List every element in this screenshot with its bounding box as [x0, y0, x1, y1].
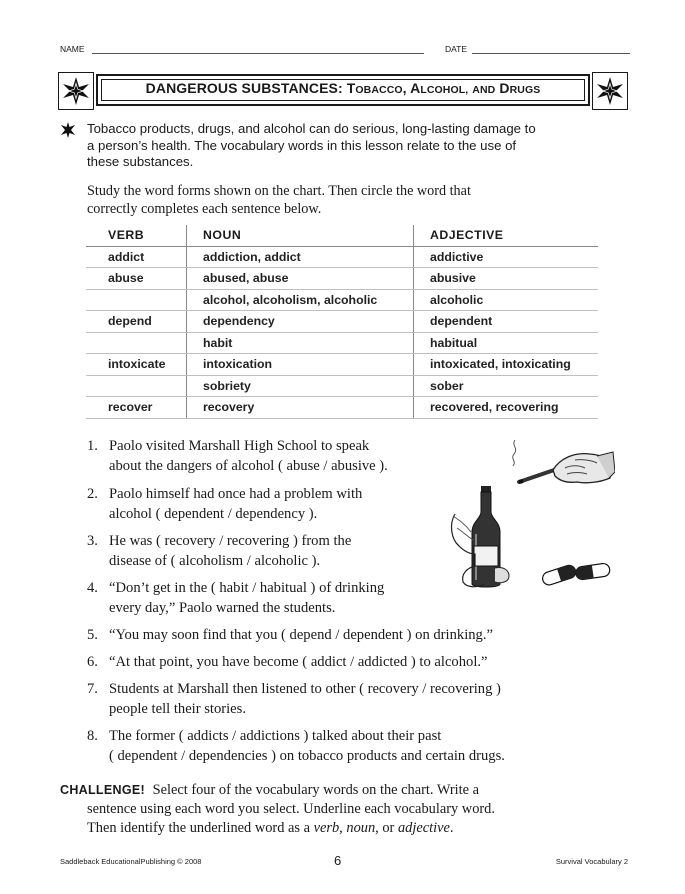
question-line: “Don’t get in the ( habit / habitual ) of drinking [109, 580, 385, 596]
question-number: 2. [87, 486, 98, 502]
table-row [86, 311, 598, 333]
column-header-verb: VERB [86, 225, 187, 246]
table-cell: intoxicated, intoxicating [414, 354, 599, 376]
term-noun: noun [346, 820, 376, 836]
challenge-line: Then identify the underlined word as a verb, noun, or adjective. [87, 820, 454, 836]
challenge-line: Select four of the vocabulary words on the chart. Write a [152, 782, 479, 798]
table-cell: abuse [86, 268, 187, 290]
table-cell: sobriety [187, 375, 414, 397]
question-number: 7. [87, 681, 98, 697]
table-row [86, 397, 598, 419]
question-number: 8. [87, 728, 98, 744]
table-cell [86, 289, 187, 311]
table-cell: addict [86, 246, 187, 268]
challenge-label: CHALLENGE! [60, 783, 145, 797]
term-adjective: adjective [397, 820, 450, 836]
intro-line: Tobacco products, drugs, and alcohol can do serious, long-lasting damage to [87, 121, 536, 136]
table-cell: habit [187, 332, 414, 354]
table-cell [86, 375, 187, 397]
star-icon [58, 72, 94, 110]
intro-line: these substances. [87, 154, 194, 169]
table-cell: dependency [187, 311, 414, 333]
table-header-row [86, 225, 598, 246]
title-banner [58, 72, 628, 108]
instruction-line: Study the word forms shown on the chart. Then circle the word that [87, 183, 471, 199]
instruction-line: correctly completes each sentence below. [87, 200, 322, 217]
page-footer [60, 853, 628, 873]
table-cell: alcoholic [414, 289, 599, 311]
question-line: Students at Marshall then listened to other ( recovery / recovering ) [109, 681, 501, 697]
question-line: about the dangers of alcohol ( abuse / abusive ). [109, 458, 388, 474]
table-cell: alcohol, alcoholism, alcoholic [187, 289, 414, 311]
question-number: 4. [87, 580, 98, 596]
term-verb: verb [313, 820, 340, 836]
challenge-line: sentence using each word you select. Underline each vocabulary word. [87, 801, 495, 817]
question-number: 1. [87, 438, 98, 454]
table-row [86, 289, 598, 311]
question-line: “At that point, you have become ( addict / addicted ) to alcohol.” [109, 654, 488, 670]
table-cell: intoxication [187, 354, 414, 376]
table-cell: habitual [414, 332, 599, 354]
question-number: 6. [87, 654, 98, 670]
table-cell: addiction, addict [187, 246, 414, 268]
question-line: disease of ( alcoholism / alcoholic ). [109, 553, 321, 569]
question-number: 5. [87, 627, 98, 643]
table-row [86, 246, 598, 268]
name-date-line [60, 44, 630, 58]
table-row [86, 268, 598, 290]
name-field[interactable] [92, 53, 424, 54]
bottle-in-hand-icon [445, 484, 515, 592]
question-line: The former ( addicts / addictions ) talked about their past [109, 728, 442, 744]
table-row [86, 332, 598, 354]
table-row [86, 354, 598, 376]
question-line: Paolo visited Marshall High School to speak [109, 438, 370, 454]
table-cell: depend [86, 311, 187, 333]
capsules-icon [538, 555, 613, 590]
date-label: DATE [445, 44, 468, 54]
star-icon [60, 122, 76, 143]
publisher-credit: Saddleback EducationalPublishing © 2008 [60, 857, 202, 866]
intro-line: a person’s health. The vocabulary words in this lesson relate to the use of [87, 137, 517, 153]
question-line: Paolo himself had once had a problem with [109, 486, 363, 502]
question-line: every day,” Paolo warned the students. [109, 600, 336, 616]
page-number: 6 [334, 853, 342, 868]
question-line: alcohol ( dependent / dependency ). [109, 506, 318, 522]
question-line: ( dependent / dependencies ) on tobacco products and certain drugs. [109, 748, 505, 764]
question-number: 3. [87, 533, 98, 549]
table-cell: intoxicate [86, 354, 187, 376]
question-line: He was ( recovery / recovering ) from the [109, 533, 352, 549]
book-title: Survival Vocabulary 2 [555, 857, 628, 866]
name-label: NAME [60, 44, 85, 54]
table-row [86, 375, 598, 397]
question-line: “You may soon find that you ( depend / dependent ) on drinking.” [109, 627, 493, 643]
table-cell: abused, abuse [187, 268, 414, 290]
word-forms-table [86, 225, 598, 419]
star-icon [592, 72, 628, 110]
column-header-noun: NOUN [187, 225, 414, 246]
table-cell: recover [86, 397, 187, 419]
table-cell [86, 332, 187, 354]
table-cell: dependent [414, 311, 599, 333]
table-cell: addictive [414, 246, 599, 268]
hand-with-cigarette-icon [505, 438, 615, 493]
table-cell: recovered, recovering [414, 397, 599, 419]
instructions [87, 183, 607, 218]
table-cell: sober [414, 375, 599, 397]
page-title: DANGEROUS SUBSTANCES: TOBACCO, ALCOHOL, AND DRUGS [145, 80, 541, 96]
column-header-adjective: ADJECTIVE [414, 225, 599, 246]
date-field[interactable] [472, 53, 630, 54]
question-line: people tell their stories. [109, 701, 246, 717]
table-cell: recovery [187, 397, 414, 419]
table-cell: abusive [414, 268, 599, 290]
